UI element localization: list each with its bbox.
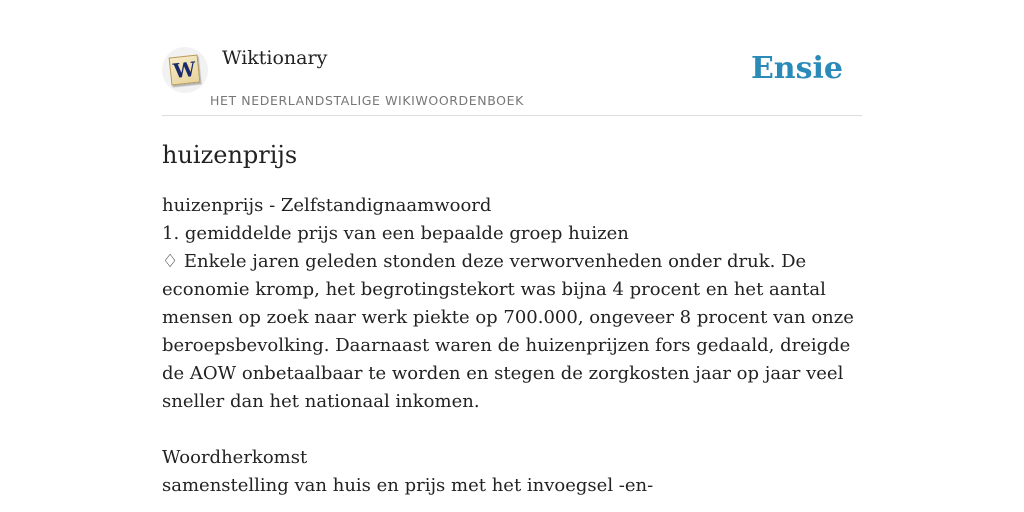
definition: 1. gemiddelde prijs van een bepaalde groep huizen (162, 223, 629, 244)
page-title: huizenprijs (162, 141, 298, 169)
etymology-text: samenstelling van huis en prijs met het invoegsel -en- (162, 475, 654, 496)
site-header (162, 0, 862, 116)
etymology-heading: Woordherkomst (162, 447, 308, 468)
spacer (162, 416, 862, 444)
part-of-speech: huizenprijs - Zelfstandignaamwoord (162, 195, 492, 216)
page-container (162, 0, 862, 496)
logo-tile-icon (169, 55, 201, 86)
wiktionary-logo[interactable] (162, 47, 208, 93)
example-sentence: ♢ Enkele jaren geleden stonden deze verworvenheden onder druk. De economie kromp, het begrotingstekort was bijna 4 procent en het aantal mensen op zoek naar werk piekte op 700.000, ongeveer 8 procent van onze beroepsbevolking. Daarnaast waren de huizenprijzen fors gedaald, dreigde de AOW onbetaalbaar te worden en stegen de zorgkosten jaar op jaar veel sneller dan het nationaal inkomen. (162, 251, 854, 412)
dictionary-entry (162, 192, 862, 500)
site-tagline: HET NEDERLANDSTALIGE WIKIWOORDENBOEK (210, 93, 524, 108)
site-name[interactable]: Wiktionary (222, 47, 328, 69)
ensie-brand-logo[interactable]: Ensie (750, 51, 843, 86)
logo-letter: W (172, 56, 197, 84)
